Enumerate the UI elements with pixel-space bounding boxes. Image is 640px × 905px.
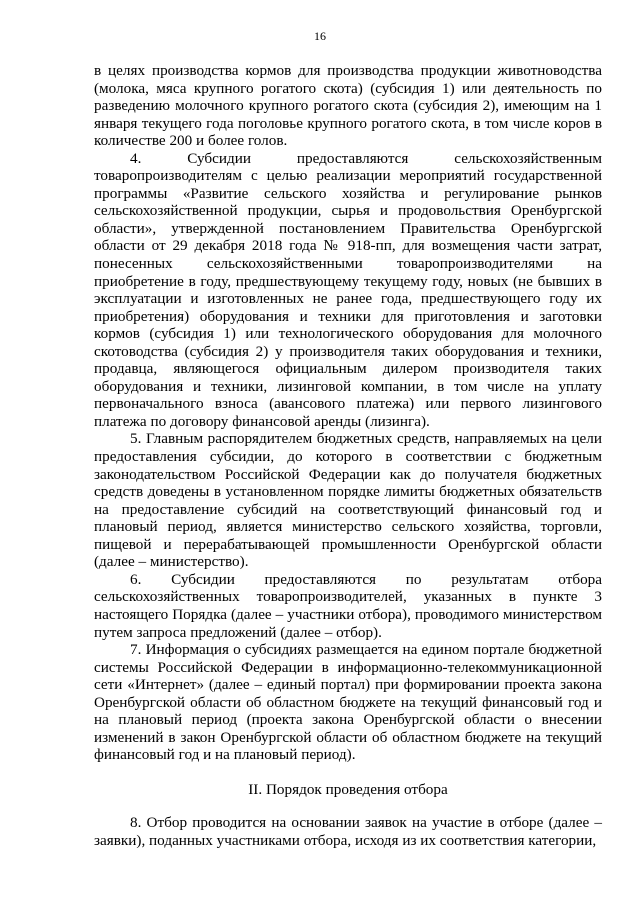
document-body bbox=[94, 62, 602, 850]
paragraph-continuation: в целях производства кормов для производства продукции животноводства (молока, мяса крупного рогатого скота) (субсидия 1) или деятельность по разведению молочного крупного рогатого скота (субсидия 2), имеющим на 1 января текущего года поголовье крупного рогатого скота, в том числе коров в количестве 200 и более голов. bbox=[94, 62, 602, 150]
paragraph-item-5: 5. Главным распорядителем бюджетных средств, направляемых на цели предоставления субсидии, до которого в соответствии с бюджетным законодательством Российской Федерации как до получателя бюджетных средств доведены в установленном порядке лимиты бюджетных обязательств на предоставление субсидий на соответствующий финансовый год и плановый период, является министерство сельского хозяйства, торговли, пищевой и перерабатывающей промышленности Оренбургской области (далее – министерство). bbox=[94, 430, 602, 571]
section-heading: II. Порядок проведения отбора bbox=[248, 780, 448, 798]
page-number: 16 bbox=[314, 29, 326, 43]
paragraph-item-4: 4. Субсидии предоставляются сельскохозяйственным товаропроизводителям с целью реализации мероприятий государственной программы «Развитие сельского хозяйства и регулирование рынков сельскохозяйственной продукции, сырья и продовольствия Оренбургской области», утвержденной постановлением Правительства Оренбургской области от 29 декабря 2018 года № 918-пп, для возмещения части затрат, понесенных сельскохозяйственными товаропроизводителями на приобретение в году, предшествующему текущему году, новых (не бывших в эксплуатации и изготовленных не ранее года, предшествующего году их приобретения) оборудования и техники для приготовления и заготовки кормов (субсидия 1) или технологического оборудования для молочного скотоводства (субсидия 2) у производителя таких оборудования и техники, продавца, являющегося официальным дилером производителя таких оборудования и техники, лизинговой компании, в том числе на уплату первоначального взноса (авансового платежа) или первого лизингового платежа по договору финансовой аренды (лизинга). bbox=[94, 149, 602, 430]
paragraph-item-7: 7. Информация о субсидиях размещается на едином портале бюджетной системы Российской Федерации в информационно-телекоммуникационной сети «Интернет» (далее – единый портал) при формировании проекта закона Оренбургской области об областном бюджете на текущий финансовый год и на плановый период (проекта закона Оренбургской области о внесении изменений в закон Оренбургской области об областном бюджете на текущий финансовый год и на плановый период). bbox=[94, 641, 602, 764]
paragraph-item-8: 8. Отбор проводится на основании заявок на участие в отборе (далее – заявки), поданных участниками отбора, исходя из их соответствия категории, bbox=[94, 814, 602, 849]
paragraph-item-6: 6. Субсидии предоставляются по результатам отбора сельскохозяйственных товаропроизводителей, указанных в пункте 3 настоящего Порядка (далее – участники отбора), проводимого министерством путем запроса предложений (далее – отбор). bbox=[94, 570, 602, 641]
